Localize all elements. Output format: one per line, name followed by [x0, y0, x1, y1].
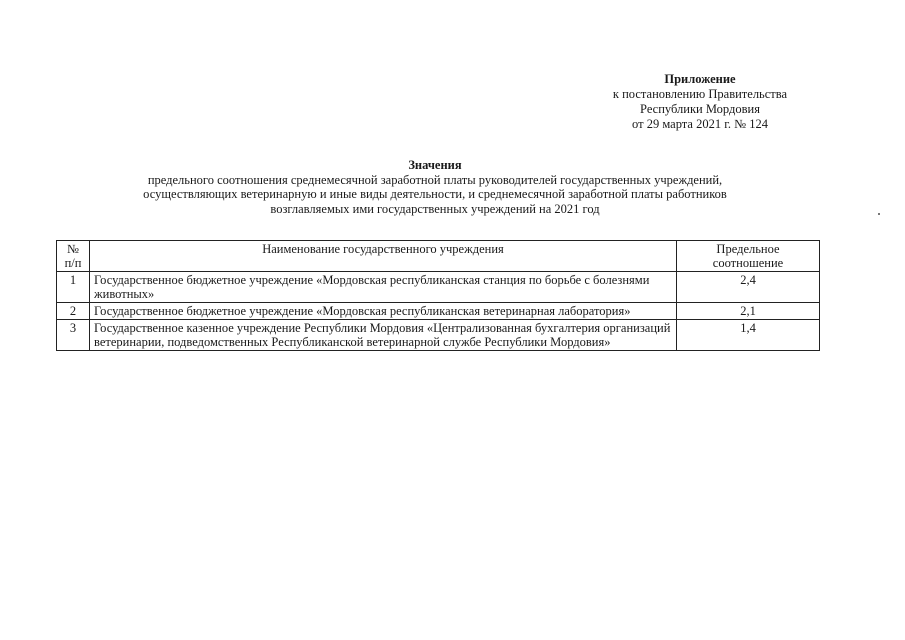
table-row [57, 320, 820, 351]
appendix-line-2: Республики Мордовия [640, 102, 760, 116]
appendix-heading: Приложение [664, 72, 736, 86]
document-subtitle-line-2: осуществляющих ветеринарную и иные виды деятельности, и среднемесячной заработной платы работников [143, 187, 727, 201]
table-row [57, 303, 820, 320]
appendix-line-3: от 29 марта 2021 г. № 124 [632, 117, 768, 131]
row-number: 3 [57, 320, 90, 351]
row-institution-name: Государственное бюджетное учреждение «Мордовская республиканская ветеринарная лаборатория» [90, 303, 677, 320]
appendix-block [580, 72, 820, 132]
document-subtitle-line-1: предельного соотношения среднемесячной заработной платы руководителей государственных учреждений, [147, 172, 723, 187]
header-ratio: Предельное соотношение [677, 241, 820, 272]
document-subtitle-line-3: возглавляемых ими государственных учреждений на 2021 год [270, 201, 600, 216]
row-ratio: 2,4 [677, 272, 820, 303]
header-number: № п/п [57, 241, 90, 272]
table-header-row [57, 241, 820, 272]
row-ratio: 1,4 [677, 320, 820, 351]
document-title: Значения [408, 158, 462, 172]
row-institution-name: Государственное бюджетное учреждение «Мордовская республиканская станция по борьбе с болезнями животных» [90, 272, 677, 303]
row-ratio: 2,1 [677, 303, 820, 320]
row-number: 1 [57, 272, 90, 303]
table-row [57, 272, 820, 303]
document-title-block [40, 158, 830, 216]
row-number: 2 [57, 303, 90, 320]
scan-speck [878, 213, 880, 215]
institutions-table [56, 240, 820, 351]
header-name: Наименование государственного учреждения [90, 241, 677, 272]
appendix-line-1: к постановлению Правительства [612, 87, 788, 101]
row-institution-name: Государственное казенное учреждение Республики Мордовия «Централизованная бухгалтерия организаций ветеринарии, подведомственных Республиканской ветеринарной службе Республики Мордовия» [90, 320, 677, 351]
